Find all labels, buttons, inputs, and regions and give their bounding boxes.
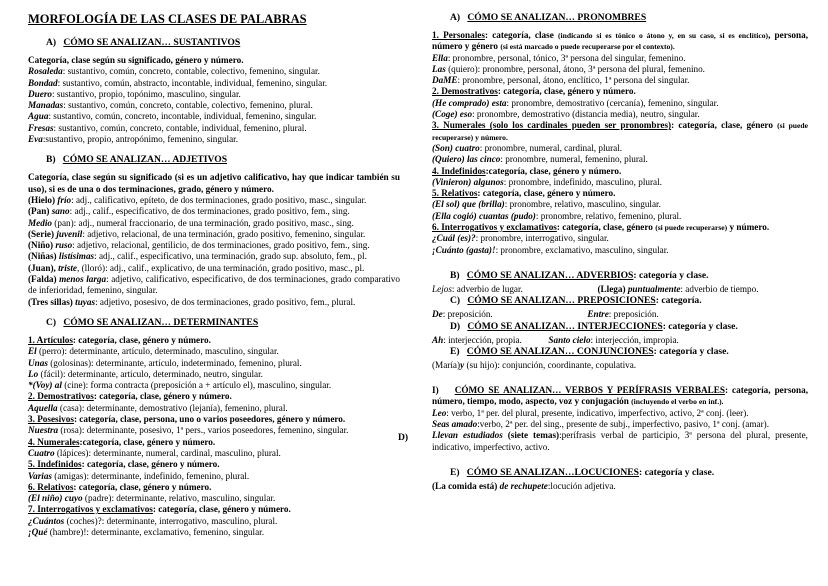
example-line [28,346,400,357]
example-line [432,64,808,75]
adjetivos-intro: Categoría, clase según su significado (si es un adjetivo calificativo, hay que indicar también su uso), si es de una o dos terminaciones, grado, género y número. [28,172,400,194]
example-word: Ella [432,52,448,63]
example-analysis: :perífrasis verbal de participio, 3ª persona del plural, presente, indicativo, imperfectivo, activo. [432,430,808,452]
example-analysis: (casa): determinante, demostrativo (lejanía), femenino, plural. [57,402,288,413]
subsection-criteria: : categoría, clase [484,30,558,40]
subsection-header [28,459,400,470]
subsection-header [432,166,808,177]
example-word: Duero [28,88,52,99]
example-word: Leo [432,407,447,418]
subsection-title: 3. Numerales (solo los cardinales pueden ser pronombres) [432,120,672,131]
example-word: frío [57,194,72,205]
example-word: Aquella [28,402,58,413]
subsection-header [432,188,808,199]
adjetivo-example [28,218,400,229]
example-word: Cuatro [28,447,55,458]
subsection-header [432,120,808,143]
example-word: Las [432,63,446,74]
adjetivo-example [28,263,400,274]
section-verbos: I) CÓMO SE ANALIZAN… VERBOS Y PERÍFRASIS VERBALES: categoría, persona, número, tiempo, modo, aspecto, voz y conjugación (incluyendo el verbo en inf.). [432,385,809,407]
example-analysis: (fácil): determinante, artículo, determinado, neutro, singular. [38,368,263,379]
subsection-title: 5. Indefinidos [28,459,82,470]
example-analysis: : pronombre, indefinido, masculino, plural. [503,176,662,187]
subsection-criteria: : categoría, clase, género y número. [73,481,212,492]
example-context: (Niño) [28,240,56,251]
subsection-header [28,437,400,448]
pronombres-list [432,30,808,256]
example-word: ruso [55,240,73,251]
example-analysis: : sustantivo, común, abstracto, incontable, individual, femenino, singular. [57,77,328,88]
example-context: (Pan) [28,206,52,217]
example-line [28,448,400,459]
example-analysis: : adjetivo, posesivo, de dos terminaciones, grado positivo, fem., plural. [95,296,356,307]
example-word: listísimas [58,251,95,262]
example-analysis: (amigas): determinante, indefinido, femenino, plural. [52,470,250,481]
adjetivo-example [28,274,400,297]
example-analysis: : adj., calif., especificativo, de dos terminaciones, grado positivo, fem., sing. [69,206,350,217]
locuciones-examples: (La comida está) de rechupete:locución adjetiva. [432,480,616,491]
example-word: (He comprado) esta [432,97,507,108]
sustantivo-example [28,89,400,100]
example-analysis: (golosinas): determinante, artículo, indeterminado, femenino, plural. [47,357,302,368]
adjetivo-example [28,240,400,251]
subsection-title: 5. Relativos [432,188,478,199]
subsection-title: 1. Personales [432,30,485,40]
sustantivo-example [28,111,400,122]
example-word: (Quiero) las cinco [432,154,501,165]
example-analysis: : sustantivo, común, concreto, contable, colectivo, femenino, singular. [62,66,320,77]
example-word: (Ella cogió) cuantas (pudo) [432,210,536,221]
example-word: (El sol) que (brilla) [432,199,505,210]
subsection-title: 4. Numerales [28,436,80,447]
subsection-title: 3. Posesivos [28,414,74,425]
section-adverbios-title: B) CÓMO SE ANALIZAN… ADVERBIOS: categoría y clase. [450,269,709,281]
example-word: Bondad [28,77,58,88]
example-analysis: : pronombre, numeral, cardinal, plural. [479,142,623,153]
example-word: ¡Cuánto (gasta)! [432,244,496,255]
example-line [432,245,808,256]
subsection-criteria: , persona, número y género [432,30,808,52]
section-sustantivos-title: A) CÓMO SE ANALIZAN… SUSTANTIVOS [46,37,241,48]
example-line [432,109,808,120]
sustantivo-example [28,123,400,134]
example-analysis: : pronombre, demostrativo (distancia media), neutro, singular. [472,109,700,120]
example-word: sano [51,206,70,217]
example-line [28,380,400,391]
example-line [28,425,400,436]
section-pronombres-title: A) CÓMO SE ANALIZAN… PRONOMBRES [450,12,647,23]
section-interjecciones-title: D) CÓMO SE ANALIZAN… INTERJECCIONES: categoría y clase. [450,320,738,332]
example-analysis: (lápices): determinante, numeral, cardinal, masculino, plural. [54,447,281,458]
example-line [28,403,400,414]
example-line [432,53,808,64]
example-analysis: : verbo, 1ª per. del plural, presente, indicativo, imperfectivo, activo, 2ª conj. (leer). [446,407,749,418]
example-word: (Coge) eso [432,109,473,120]
subsection-criteria: :categoría, clase, género y número. [79,436,216,447]
subsection-header [28,482,400,493]
example-word: El [28,346,37,357]
section-preposiciones-title: C) CÓMO SE ANALIZAN… PREPOSICIONES: categoría. [450,295,702,307]
adjetivo-example [28,229,400,240]
sustantivos-intro: Categoría, clase según su significado, género y número. [28,55,244,65]
subsection-header [432,30,808,53]
example-context: (Hielo) [28,194,58,205]
example-word: Fresas [28,122,54,133]
verbo-example [432,419,808,430]
example-analysis: : sustantivo, común, concreto, contable, individual, femenino, plural. [53,122,307,133]
example-word: Nuestra [28,425,59,436]
subsection-header [28,504,400,515]
subsection-title: 2. Demostrativos [432,86,498,97]
example-word: Unas [28,357,48,368]
example-analysis: : adjetivo, relacional, de una terminación, grado positivo, femenino, singular. [82,228,366,239]
example-analysis: (pan): adj., numeral fraccionario, de una terminación, grado positivo, masc., sing. [52,217,354,228]
example-word: menos larga [59,274,107,285]
subsection-title: 2. Demostrativos [28,391,94,402]
example-context: (Serie) [28,228,57,239]
section-conjunciones-title: E) CÓMO SE ANALIZAN… CONJUNCIONES: categoría y clase. [450,345,729,357]
subsection-criteria: : categoría, clase, género y número. [93,391,232,402]
example-word: Eva [28,134,43,145]
page-title: MORFOLOGÍA DE LAS CLASES DE PALABRAS [28,12,307,26]
example-word: ¿Cuántos [28,515,65,526]
example-word: DaME [432,75,458,86]
example-context: (Falda) [28,274,60,285]
example-word: juvenil [56,228,83,239]
sustantivo-example [28,78,400,89]
adjetivo-example [28,251,400,262]
example-word: (Vinieron) algunos [432,176,504,187]
example-analysis: : adjetivo, relacional, gentilicio, de dos terminaciones, grado positivo, fem., sing. [72,240,370,251]
example-analysis: : adj., calif., especificativo, una terminación, grado sup. absoluto, fem., pl. [94,251,367,262]
example-word: *(Voy) al [28,380,62,391]
determinantes-list [28,335,400,538]
example-word: Llevan estudiados [432,430,503,441]
adjetivos-list [28,195,400,308]
subsection-criteria: : categoría, clase, persona, uno o varios poseedores, género y número. [73,414,346,425]
example-line [28,369,400,380]
example-line [432,211,808,222]
example-analysis: :sustantivo, propio, antropónimo, femenino, singular. [42,134,239,145]
example-word: Seas amado [432,419,478,430]
subsection-criteria: : categoría, clase, género y número. [152,504,291,515]
example-analysis: : pronombre, relativo, masculino, singular. [504,199,661,210]
adjetivo-example [28,206,400,217]
example-word: Rosaleda [28,66,63,77]
sustantivo-example [28,66,400,77]
example-analysis: , (lloró): adj., calif., explicativo, de una terminación, grado positivo, masc., pl. [77,262,365,273]
example-analysis: : sustantivo, común, concreto, contable, colectivo, femenino, plural. [63,100,313,111]
verbo-example [432,430,808,453]
subsection-note: (si está marcado o puede recuperarse por el contexto). [500,42,675,52]
example-line [28,358,400,369]
example-line [28,471,400,482]
section-determinantes-title: C) CÓMO SE ANALIZAN… DETERMINANTES [46,316,259,328]
example-analysis: (perro): determinante, artículo, determinado, masculino, singular. [36,346,279,357]
example-line [432,154,808,165]
subsection-note: (si puede recuperarse) [655,223,728,233]
example-context: (Tres sillas) [28,296,76,307]
example-analysis: : pronombre, numeral, femenino, plural. [500,154,648,165]
example-analysis: : pronombre, exclamativo, masculino, singular. [495,244,669,255]
example-analysis: : adj., calificativo, epíteto, de dos terminaciones, grado positivo, masc., singular. [71,194,367,205]
example-line [28,527,400,538]
example-context: (siete temas) [502,430,560,441]
section-verbos-title: CÓMO SE ANALIZAN… VERBOS Y PERÍFRASIS VERBALES [454,385,725,396]
subsection-header [28,414,400,425]
subsection-header [432,222,808,233]
example-analysis: (padre): determinante, relativo, masculino, singular. [82,493,276,504]
subsection-criteria: y número. [727,222,770,233]
section-adjetivos-title: B) CÓMO SE ANALIZAN… ADJETIVOS [46,154,228,166]
example-line [28,516,400,527]
subsection-criteria: : categoría, clase, género y número. [477,188,616,199]
example-analysis: (rosa): determinante, posesivo, 1ª pers., varios poseedores, femenino, singular. [58,425,349,436]
subsection-criteria: :categoría, clase, género y número. [485,165,622,176]
subsection-title: 4. Indefinidos [432,165,486,176]
example-word: triste [58,262,78,273]
preposiciones-examples: De: preposición. Entre: preposición. [432,309,659,320]
subsection-criteria: : categoría, clase, género [671,120,778,131]
subsection-criteria: : categoría, clase, género y número. [497,86,636,97]
subsection-title: 1. Artículos [28,334,73,345]
subsection-header [28,391,400,402]
sustantivos-list [28,66,400,145]
adjetivo-example [28,195,400,206]
right-column [432,12,808,492]
example-analysis: (coches)?: determinante, interrogativo, masculino, plural. [64,515,278,526]
example-analysis: :verbo, 2ª per. del sing., presente de subj., imperfectivo, pasivo, 1ª conj. (amar). [477,419,770,430]
verbo-example [432,408,808,419]
subsection-title: 6. Interrogativos y exclamativos [432,222,557,233]
subsection-note: (si puede recuperarse) y número. [432,121,808,142]
example-context: (Niñas) [28,251,59,262]
subsection-title: 6. Relativos [28,481,74,492]
adjetivo-example [28,297,400,308]
interjecciones-examples: Ah: interjección, propia. Santo cielo: interjección, impropia. [432,334,679,345]
example-analysis: : pronombre, demostrativo (cercanía), femenino, singular. [506,97,719,108]
example-word: ¡Qué [28,526,48,537]
example-line [432,75,808,86]
subsection-header [432,86,808,97]
sustantivo-example [28,100,400,111]
example-word: Lo [28,368,39,379]
example-line [432,98,808,109]
adverbios-examples: Lejos: adverbio de lugar. (Llega) puntualmente: adverbio de tiempo. [432,283,759,294]
example-word: Varias [28,470,52,481]
subsection-criteria: : categoría, clase, género y número. [81,459,220,470]
example-line [28,493,400,504]
example-line [432,143,808,154]
example-line [432,199,808,210]
subsection-criteria: : categoría, clase, género y número. [72,334,211,345]
example-word: Medio [28,217,52,228]
example-word: (El niño) cuyo [28,493,83,504]
subsection-title: 7. Interrogativos y exclamativos [28,504,153,515]
example-word: ¿Cuál (es)? [432,233,476,244]
example-analysis: : pronombre, personal, tónico, 3ª persona del singular, femenino. [447,52,686,63]
verbos-list [432,408,808,453]
example-analysis: (quiero): pronombre, personal, átono, 3ª persona del plural, femenino. [445,63,705,74]
example-analysis: : sustantivo, común, concreto, incontable, individual, femenino, singular. [48,111,317,122]
example-word: tuyas [75,296,96,307]
example-analysis: : adjetivo, calificativo, especificativo, de dos terminaciones, grado comparativo de inferioridad, femenino, singular. [28,274,400,296]
section-locuciones-title: E) CÓMO SE ANALIZAN…LOCUCIONES: categoría y clase. [450,466,715,478]
example-analysis: : sustantivo, propio, topónimo, masculino, singular. [52,88,241,99]
example-analysis: (cine): forma contracta (preposición a + artículo el), masculino, singular. [61,380,332,391]
example-word: Agua [28,111,49,122]
conjunciones-examples: (María)y (su hijo): conjunción, coordinante, copulativa. [432,359,637,370]
example-word: Manadas [28,100,64,111]
subsection-header [28,335,400,346]
example-analysis: : pronombre, interrogativo, singular. [475,233,609,244]
example-analysis: : pronombre, relativo, femenino, plural. [535,210,682,221]
subsection-criteria: : categoría, clase, género [556,222,656,233]
example-analysis: (hambre)!: determinante, exclamativo, femenino, singular. [47,526,264,537]
example-word: (Son) cuatro [432,142,480,153]
example-context: (Juan), [28,262,59,273]
stray-letter-d: D) [398,432,409,443]
example-line [432,177,808,188]
sustantivo-example [28,134,400,145]
subsection-note: (indicando si es tónico o átono y, en su caso, si es enclítico) [557,31,769,40]
example-analysis: : pronombre, personal, átono, enclítico, 1ª persona del singular. [457,75,690,86]
left-column [28,12,400,538]
example-line [432,233,808,244]
